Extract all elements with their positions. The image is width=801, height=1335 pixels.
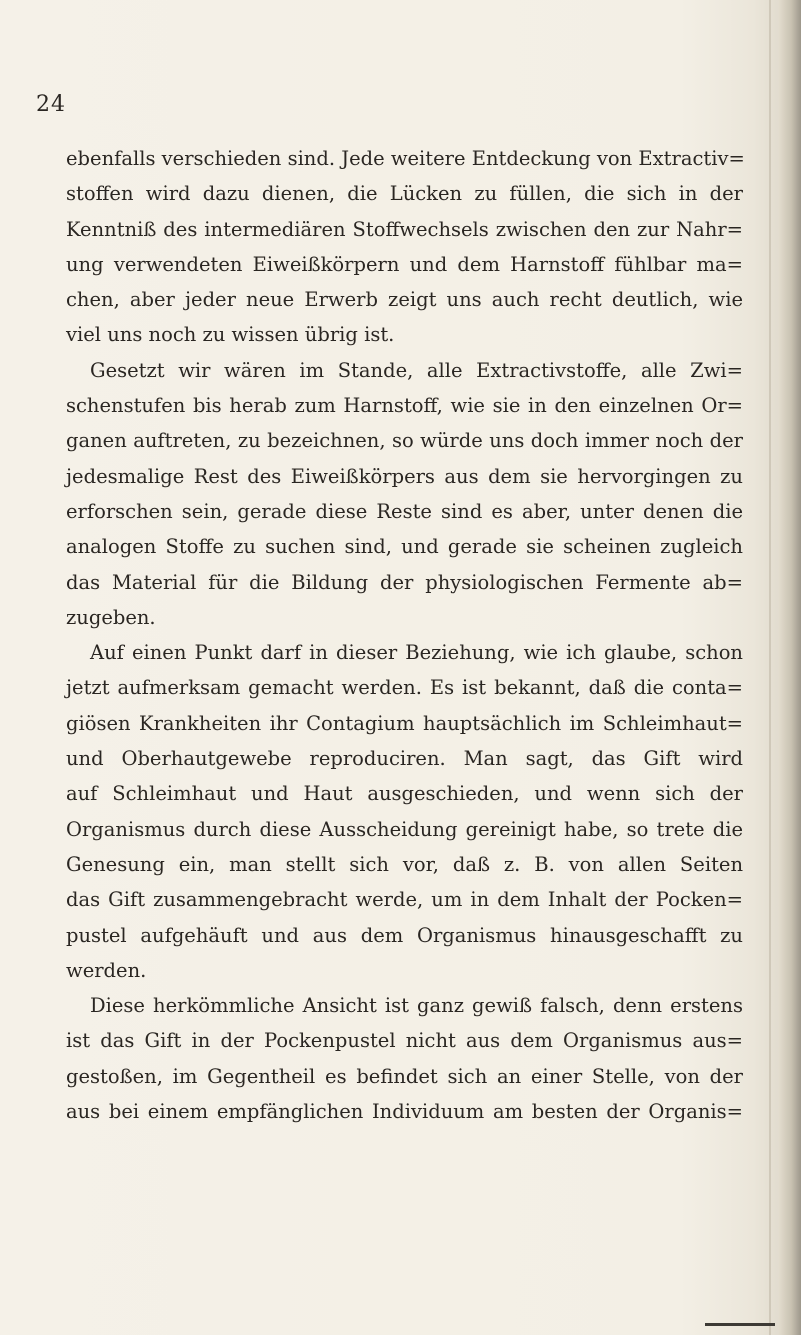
text-line: chen, aber jeder neue Erwerb zeigt uns auch recht deutlich, wie <box>66 288 743 312</box>
text-line: schenstufen bis herab zum Harnstoff, wie sie in den einzelnen Or= <box>66 394 743 418</box>
text-line: jedesmalige Rest des Eiweißkörpers aus dem sie hervorgingen zu <box>66 464 743 488</box>
page-number: 24 <box>36 92 66 117</box>
text-line: ist das Gift in der Pockenpustel nicht aus dem Organismus aus= <box>66 1029 743 1053</box>
text-line: Organismus durch diese Ausscheidung gereinigt habe, so trete die <box>66 817 743 841</box>
text-line: ganen auftreten, zu bezeichnen, so würde uns doch immer noch der <box>66 429 743 453</box>
text-line: stoffen wird dazu dienen, die Lücken zu füllen, die sich in der <box>66 182 743 206</box>
text-line: aus bei einem empfänglichen Individuum am besten der Organis= <box>66 1100 743 1124</box>
text-line: werden. <box>66 958 147 982</box>
text-line: gestoßen, im Gegentheil es befindet sich an einer Stelle, von der <box>66 1064 743 1088</box>
text-line: ung verwendeten Eiweißkörpern und dem Harnstoff fühlbar ma= <box>66 252 743 276</box>
text-line: Gesetzt wir wären im Stande, alle Extractivstoffe, alle Zwi= <box>90 358 743 382</box>
text-line: das Material für die Bildung der physiologischen Fermente ab= <box>66 570 743 594</box>
text-line: Auf einen Punkt darf in dieser Beziehung, wie ich glaube, schon <box>90 641 743 665</box>
text-line: und Oberhautgewebe reproduciren. Man sagt, das Gift wird <box>66 747 743 771</box>
body-text <box>66 141 743 1129</box>
text-line: ebenfalls verschieden sind. Jede weitere Entdeckung von Extractiv= <box>66 147 745 170</box>
text-line: giösen Krankheiten ihr Contagium hauptsächlich im Schleimhaut= <box>66 711 743 735</box>
text-line: analogen Stoffe zu suchen sind, und gerade sie scheinen zugleich <box>66 535 743 559</box>
text-line: Kenntniß des intermediären Stoffwechsels zwischen den zur Nahr= <box>66 217 743 241</box>
text-line: das Gift zusammengebracht werde, um in dem Inhalt der Pocken= <box>66 888 743 912</box>
page-edge-rule <box>705 1323 775 1326</box>
book-gutter <box>779 0 801 1335</box>
text-line: auf Schleimhaut und Haut ausgeschieden, und wenn sich der <box>66 782 743 806</box>
text-line: pustel aufgehäuft und aus dem Organismus hinausgeschafft zu <box>66 923 743 947</box>
gutter-line <box>769 0 771 1335</box>
text-line: Genesung ein, man stellt sich vor, daß z. B. von allen Seiten <box>66 852 743 876</box>
text-line: viel uns noch zu wissen übrig ist. <box>66 323 395 347</box>
text-line: jetzt aufmerksam gemacht werden. Es ist bekannt, daß die conta= <box>66 676 743 700</box>
text-line: Diese herkömmliche Ansicht ist ganz gewiß falsch, denn erstens <box>90 994 743 1018</box>
text-line: zugeben. <box>66 605 156 629</box>
text-line: erforschen sein, gerade diese Reste sind es aber, unter denen die <box>66 499 743 523</box>
